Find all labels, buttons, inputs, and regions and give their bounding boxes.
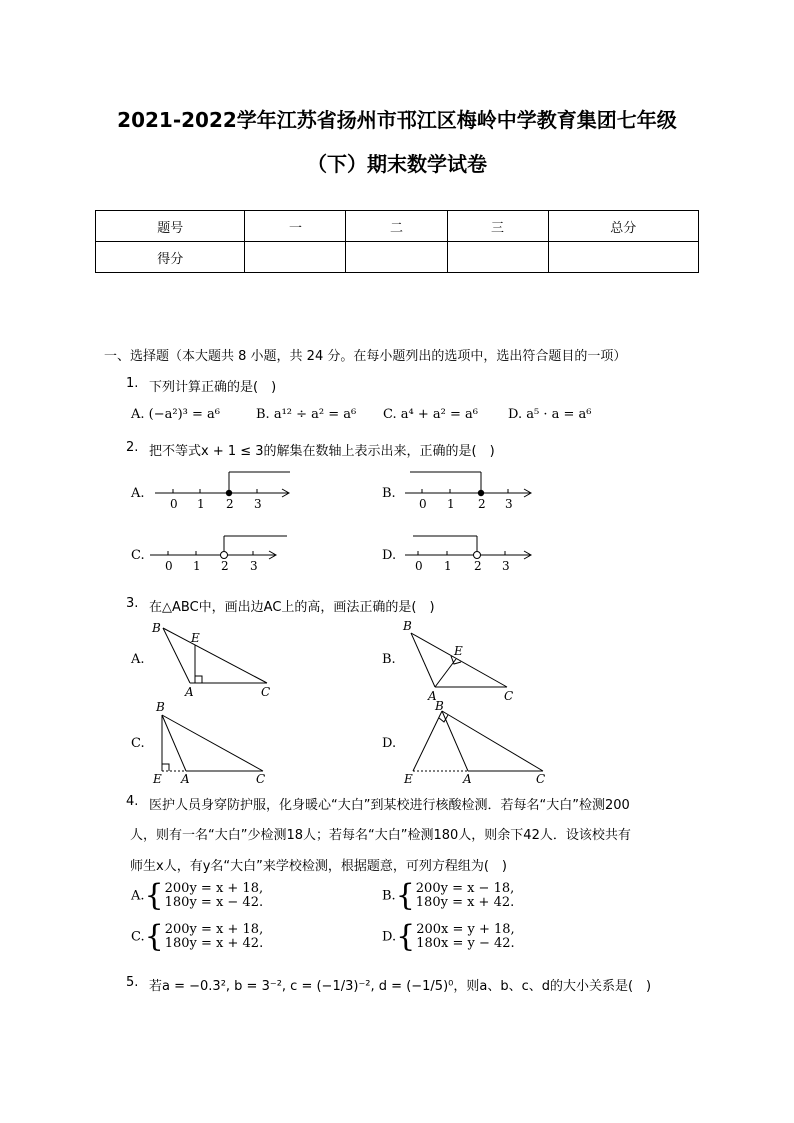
brace-icon: { bbox=[396, 919, 416, 954]
equation: 200y = x + 18, bbox=[164, 881, 264, 896]
point-label: C bbox=[261, 685, 271, 699]
page-subtitle: （下）期末数学试卷 bbox=[307, 152, 487, 176]
tick-label: 2 bbox=[226, 497, 234, 511]
table-cell: 一 bbox=[245, 211, 346, 242]
point-label: A bbox=[463, 772, 472, 786]
number-line-a bbox=[150, 468, 300, 514]
table-cell[interactable] bbox=[346, 242, 447, 273]
question-stem: 把不等式x + 1 ≤ 3的解集在数轴上表示出来，正确的是( ) bbox=[149, 444, 495, 459]
tick-label: 0 bbox=[419, 497, 427, 511]
number-line-c bbox=[145, 530, 295, 576]
option-d-label[interactable]: D. bbox=[382, 736, 397, 751]
triangle-a bbox=[145, 615, 285, 700]
option-b[interactable]: B. a¹² ÷ a² = a⁶ bbox=[256, 407, 357, 422]
tick-label: 0 bbox=[415, 559, 423, 573]
tick-label: 1 bbox=[197, 497, 205, 511]
table-cell[interactable] bbox=[548, 242, 698, 273]
table-row bbox=[96, 242, 699, 273]
table-cell: 二 bbox=[346, 211, 447, 242]
point-label: C bbox=[256, 772, 266, 786]
option-a-label[interactable]: A. bbox=[131, 652, 145, 667]
table-cell: 总分 bbox=[548, 211, 698, 242]
option-a-label[interactable]: A. bbox=[131, 486, 145, 501]
table-cell[interactable] bbox=[447, 242, 548, 273]
tick-label: 0 bbox=[170, 497, 178, 511]
point-label: C bbox=[536, 772, 546, 786]
option-b-label[interactable]: B. bbox=[382, 486, 396, 501]
tick-label: 1 bbox=[193, 559, 201, 573]
point-label: A bbox=[185, 685, 194, 699]
option-b-label[interactable]: B. bbox=[382, 652, 396, 667]
triangle-b bbox=[395, 615, 535, 705]
tick-label: 3 bbox=[502, 559, 510, 573]
option-c-label[interactable]: C. bbox=[131, 548, 145, 563]
table-cell: 得分 bbox=[96, 242, 245, 273]
tick-label: 0 bbox=[165, 559, 173, 573]
option-d-label[interactable]: D. bbox=[382, 548, 397, 563]
triangle-c bbox=[145, 698, 285, 788]
point-label: B bbox=[435, 699, 444, 713]
tick-label: 2 bbox=[474, 559, 482, 573]
question-number: 1. bbox=[126, 376, 139, 391]
equation: 200y = x − 18, bbox=[415, 881, 515, 896]
tick-label: 3 bbox=[254, 497, 262, 511]
option-b[interactable] bbox=[382, 878, 515, 913]
question-number: 5. bbox=[126, 975, 139, 990]
option-c[interactable] bbox=[131, 919, 264, 954]
question-number: 3. bbox=[126, 596, 139, 611]
brace-icon: { bbox=[144, 878, 164, 913]
equation: 180y = x + 42. bbox=[415, 895, 515, 910]
option-a[interactable]: A. (−a²)³ = a⁶ bbox=[131, 407, 220, 422]
point-label: E bbox=[191, 631, 200, 645]
equation: 200x = y + 18, bbox=[416, 922, 515, 937]
brace-icon: { bbox=[395, 878, 415, 913]
option-label: D. bbox=[382, 929, 397, 945]
point-label: B bbox=[156, 700, 165, 714]
question-stem-line3: 师生x人，有y名“大白”来学校检测，根据题意，可列方程组为( ) bbox=[130, 859, 508, 874]
option-c-label[interactable]: C. bbox=[131, 736, 145, 751]
equation: 180y = x + 42. bbox=[164, 936, 264, 951]
tick-label: 3 bbox=[505, 497, 513, 511]
question-stem-line2: 人，则有一名“大白”少检测18人；若每名“大白”检测180人，则余下42人．设该校共有 bbox=[130, 828, 631, 843]
point-label: A bbox=[428, 689, 437, 703]
tick-label: 3 bbox=[250, 559, 258, 573]
page-title: 2021-2022学年江苏省扬州市邗江区梅岭中学教育集团七年级 bbox=[117, 108, 677, 132]
option-a[interactable] bbox=[131, 878, 264, 913]
question-stem: 下列计算正确的是( ) bbox=[149, 380, 277, 395]
section-heading: 一、选择题（本大题共 8 小题，共 24 分。在每小题列出的选项中，选出符合题目的一项） bbox=[104, 349, 627, 364]
option-d[interactable] bbox=[382, 919, 515, 954]
equation: 200y = x + 18, bbox=[164, 922, 264, 937]
triangle-d bbox=[395, 698, 550, 788]
point-label: E bbox=[454, 644, 463, 658]
tick-label: 2 bbox=[478, 497, 486, 511]
table-cell: 题号 bbox=[96, 211, 245, 242]
equation: 180x = y − 42. bbox=[416, 936, 515, 951]
tick-label: 1 bbox=[444, 559, 452, 573]
table-cell[interactable] bbox=[245, 242, 346, 273]
option-label: C. bbox=[131, 929, 145, 945]
tick-label: 2 bbox=[221, 559, 229, 573]
question-number: 4. bbox=[126, 794, 139, 809]
point-label: B bbox=[152, 621, 161, 635]
question-number: 2. bbox=[126, 440, 139, 455]
option-d[interactable]: D. a⁵ · a = a⁶ bbox=[508, 407, 592, 422]
brace-icon: { bbox=[144, 919, 164, 954]
number-line-b bbox=[400, 468, 550, 514]
table-cell: 三 bbox=[447, 211, 548, 242]
option-c[interactable]: C. a⁴ + a² = a⁶ bbox=[383, 407, 478, 422]
point-label: E bbox=[153, 772, 162, 786]
number-line-d bbox=[400, 530, 550, 576]
question-stem: 若a = −0.3², b = 3⁻², c = (−1/3)⁻², d = (−1/5)⁰，则a、b、c、d的大小关系是( ) bbox=[149, 979, 652, 994]
equation: 180y = x − 42. bbox=[164, 895, 264, 910]
option-label: A. bbox=[131, 888, 145, 904]
table-row bbox=[96, 211, 699, 242]
point-label: C bbox=[504, 689, 514, 703]
question-stem-line1: 医护人员身穿防护服，化身暖心“大白”到某校进行核酸检测．若每名“大白”检测200 bbox=[149, 798, 630, 813]
question-stem: 在△ABC中，画出边AC上的高，画法正确的是( ) bbox=[149, 600, 435, 615]
point-label: E bbox=[404, 772, 413, 786]
point-label: B bbox=[403, 619, 412, 633]
point-label: A bbox=[181, 772, 190, 786]
score-table bbox=[95, 210, 699, 273]
tick-label: 1 bbox=[447, 497, 455, 511]
option-label: B. bbox=[382, 888, 396, 904]
